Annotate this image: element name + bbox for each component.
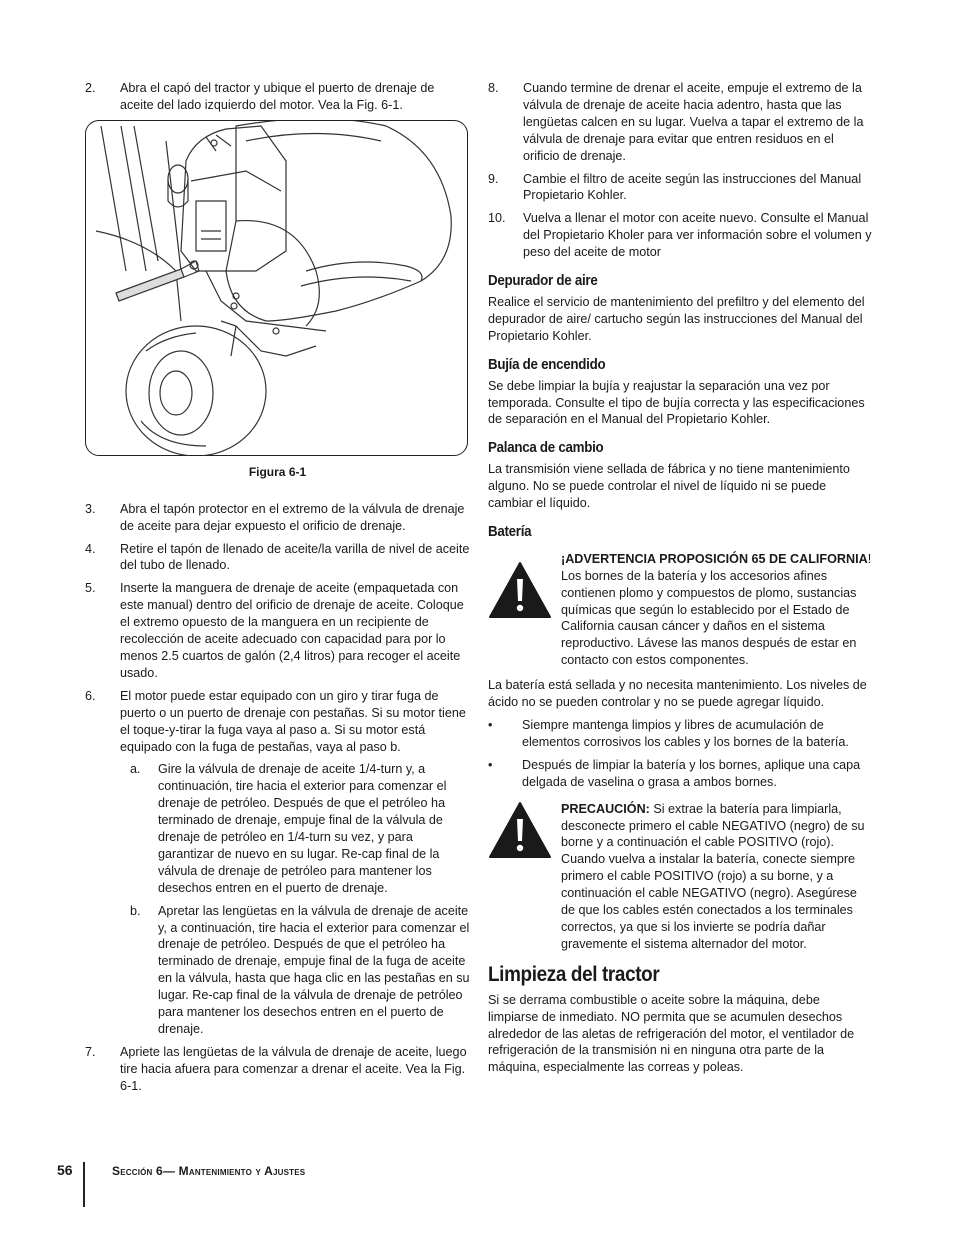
step-2 <box>85 80 470 114</box>
battery-bullet: • Después de limpiar la batería y los bornes, aplique una capa delgada de vaselina o grasa a ambos bornes. <box>488 757 861 789</box>
step-text: Apriete las lengüetas de la válvula de drenaje de aceite, luego tire hacia afuera para comenzar a drenar el aceite. Vea la Fig. 6-1. <box>120 1044 467 1093</box>
step-text: Retire el tapón de llenado de aceite/la varilla de nivel de aceite del tubo de llenado. <box>120 541 470 573</box>
bullet-text: Después de limpiar la batería y los bornes, aplique una capa delgada de vaselina o grasa a ambos bornes. <box>522 757 861 789</box>
caution-warning <box>488 801 873 953</box>
step-6 <box>85 688 470 756</box>
tractor-engine-illustration <box>86 121 468 456</box>
shift-lever-text: La transmisión viene sellada de fábrica y no tiene mantenimiento alguno. No se puede controlar el nivel de líquido ni se puede cambiar el líquido. <box>488 462 850 511</box>
section-title: Sección 6— Mantenimiento y Ajustes <box>112 1164 306 1178</box>
step-number: 5. <box>85 581 96 596</box>
air-cleaner-text: Realice el servicio de mantenimiento del prefiltro y del elemento del depurador de aire/ cartucho según las instrucciones del Manual del Propietario Kohler. <box>488 294 865 343</box>
step-text: Vuelva a llenar el motor con aceite nuevo. Consulte el Manual del Propietario Kholer para ver información sobre el volumen y peso del aceite de motor <box>523 211 872 260</box>
substep-text: Gire la válvula de drenaje de aceite 1/4-turn y, a continuación, tire hacia el exterior para comenzar el drenaje de petróleo. Después de que el petróleo ha terminado de drenaje, empuje final de la válvula de drenaje de petróleo en 1/4-turn su vez, y para garantizar de nuevo en su lugar. Re-cap final de la válvula de drenaje de petróleo para mantener los desechos entren en el puerto de drenaje. <box>158 762 447 895</box>
step-number: 9. <box>488 171 499 186</box>
step-text: Abra el tapón protector en el extremo de la válvula de drenaje de aceite para dejar expuesto el orificio de drenaje. <box>120 501 465 533</box>
step-number: 8. <box>488 81 499 95</box>
step-number: 6. <box>85 688 96 703</box>
caution-title: PRECAUCIÓN: <box>561 801 650 816</box>
step-number: 4. <box>85 541 96 556</box>
warning-title: ¡ADVERTENCIA PROPOSICIÓN 65 DE CALIFORNIA <box>561 551 868 566</box>
footer-divider <box>83 1162 85 1207</box>
cleaning-heading: Limpieza del tractor <box>488 962 660 986</box>
substep-a <box>85 761 470 896</box>
step-text: Cuando termine de drenar el aceite, empuje el extremo de la válvula de drenaje de aceite hacia adentro, hasta que las lengüetas calcen en su lugar. Vuelva a tapar el extremo de la válvula de drenaje para evitar que entren residuos en el orificio de drenaje. <box>523 81 864 163</box>
left-column <box>85 80 470 1101</box>
spark-plug-text: Se debe limpiar la bujía y reajustar la separación una vez por temporada. Consulte el tipo de bujía correcta y las especificaciones de separación en el Manual del Propietario Kohler. <box>488 378 865 427</box>
step-number: 2. <box>85 81 96 95</box>
step-text: Cambie el filtro de aceite según las instrucciones del Manual Propietario Kohler. <box>523 171 862 203</box>
substep-b <box>85 903 470 1038</box>
step-3 <box>85 501 470 535</box>
battery-heading: Batería <box>488 523 532 540</box>
step-number: 10. <box>488 211 506 226</box>
substep-letter: b. <box>130 903 141 918</box>
cleaning-text: Si se derrama combustible o aceite sobre la máquina, debe limpiarse de inmediato. NO permita que se acumulen desechos alrededor de las aletas de refrigeración del motor, el ventilador de refrigeración de la transmisión ni en ninguna otra parte de la máquina, especialmente las correas y poleas. <box>488 992 855 1075</box>
step-number: 7. <box>85 1044 96 1059</box>
page-number: 56 <box>57 1162 73 1178</box>
warning-icon <box>488 561 552 619</box>
air-cleaner-heading: Depurador de aire <box>488 273 598 290</box>
step-text: Inserte la manguera de drenaje de aceite (empaquetada con este manual) dentro del orificio de drenaje de aceite. Coloque el extremo opuesto de la manguera en un recipiente de recolección de aceite adecuado con capacidad para por lo menos 2.5 cuartos de galón (2,4 litros) para recoger el aceite usado. <box>120 581 464 680</box>
step-10 <box>488 210 873 261</box>
battery-bullet: • Siempre mantenga limpios y libres de acumulación de elementos corrosivos los cables y los bornes de la batería. <box>488 718 849 749</box>
step-5 <box>85 580 470 681</box>
step-8 <box>488 80 873 165</box>
shift-lever-heading: Palanca de cambio <box>488 440 604 457</box>
step-4 <box>85 541 470 575</box>
step-text: Abra el capó del tractor y ubique el puerto de drenaje de aceite del lado izquierdo del motor. Vea la Fig. 6-1. <box>120 81 435 112</box>
step-9 <box>488 171 873 205</box>
step-number: 3. <box>85 501 96 516</box>
spark-plug-heading: Bujía de encendido <box>488 356 606 373</box>
battery-text: La batería está sellada y no necesita mantenimiento. Los niveles de ácido no se pueden controlar y no se puede agregar líquido. <box>488 678 867 710</box>
bullet-text: Siempre mantenga limpios y libres de acumulación de elementos corrosivos los cables y los bornes de la batería. <box>522 718 849 749</box>
page-footer <box>0 1162 954 1208</box>
step-text: El motor puede estar equipado con un giro y tirar fuga de puerto o un puerto de drenaje con pestañas. Si su motor tiene el toque-y-tirar la fuga vaya al paso a. Si su motor está equipado con la fuga de pestañas, vaya al paso b. <box>120 688 466 754</box>
figure-caption: Figura 6-1 <box>248 464 307 479</box>
substep-letter: a. <box>130 762 141 777</box>
figure-6-1 <box>85 120 468 456</box>
caution-icon <box>488 801 552 859</box>
caution-text: Si extrae la batería para limpiarla, desconecte primero el cable NEGATIVO (negro) de su borne y a continuación el cable POSITIVO (rojo). Cuando vuelva a instalar la batería, conecte siempre primero el cable POSITIVO (rojo) a su borne, y a continuación el cable NEGATIVO (negro). Asegúrese de que los cables estén conectados a los terminales correctos, ya que si los invierte se podría dañar gravemente el sistema alternador del motor. <box>561 801 865 951</box>
substep-text: Apretar las lengüetas en la válvula de drenaje de aceite y, a continuación, tire hacia el exterior para comenzar el drenaje de petróleo. Después de que el petróleo ha terminado de drenaje, empuje final de la fuga de aceite en la válvula, hasta que haga clic en las pestañas en su lugar. Re-cap final de la válvula de drenaje de petróleo para mantener los desechos entren en el puerto de drenaje. <box>158 903 470 1036</box>
warning-text: ! Los bornes de la batería y los accesorios afines contienen plomo y compuestos de plomo, sustancias químicas que según lo establecido por el Estado de California causan cáncer y daños en el sistema reproductivo. Lávese las manos después de estar en contacto con estos componentes. <box>561 551 872 668</box>
prop65-warning <box>488 551 873 669</box>
right-column <box>488 80 873 1082</box>
step-7 <box>85 1044 470 1095</box>
